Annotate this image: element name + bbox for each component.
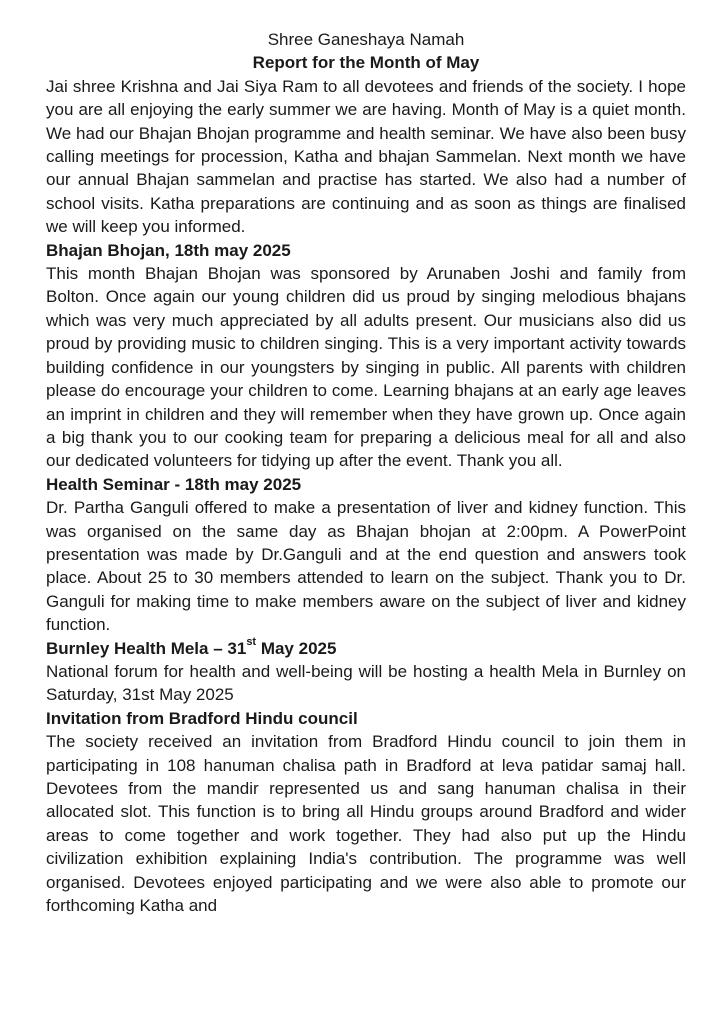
section-heading-bhajan-bhojan: Bhajan Bhojan, 18th may 2025: [46, 240, 291, 260]
section-paragraph-burnley-health-mela: National forum for health and well-being will be hosting a health Mela in Burnley on Saturday, 31st May 2025: [46, 661, 686, 705]
section-heading-bradford-invitation: Invitation from Bradford Hindu council: [46, 708, 358, 728]
report-page: [46, 28, 686, 917]
section-heading-burnley-health-mela: [46, 637, 686, 660]
section-heading-health-seminar: Health Seminar - 18th may 2025: [46, 474, 302, 494]
section-paragraph-bhajan-bhojan: This month Bhajan Bhojan was sponsored by Arunaben Joshi and family from Bolton. Once again our young children did us proud by singing melodious bhajans which was very much appreciated by all adults present. Our musicians also did us proud by providing music to children singing. This is a very important activity towards building confidence in our youngsters by singing in public. All parents with children please do encourage your children to come. Learning bhajans at an early age leaves an imprint in children and they will remember when they have grown up. Once again a big thank you to our cooking team for preparing a delicious meal for all and also our dedicated volunteers for tidying up after the event. Thank you all.: [46, 264, 686, 471]
section-paragraph-bradford-invitation: The society received an invitation from Bradford Hindu council to join them in participating in 108 hanuman chalisa path in Bradford at leva patidar samaj hall. Devotees from the mandir represented us and sang hanuman chalisa in their allocated slot. This function is to bring all Hindu groups around Bradford and wider areas to come together and work together. They had also put up the Hindu civilization exhibition explaining India's contribution. The programme was well organised. Devotees enjoyed participating and we were also able to promote our forthcoming Katha and: [46, 732, 686, 916]
heading-superscript: st: [246, 635, 257, 648]
heading-text-post: May 2025: [256, 638, 337, 658]
heading-text-pre: Burnley Health Mela – 31: [46, 638, 247, 658]
report-title: Report for the Month of May: [252, 53, 480, 73]
section-paragraph-health-seminar: Dr. Partha Ganguli offered to make a presentation of liver and kidney function. This was organised on the same day as Bhajan bhojan at 2:00pm. A PowerPoint presentation was made by Dr.Ganguli and at the end question and answers took place. About 25 to 30 members attended to learn on the subject. Thank you to Dr. Ganguli for making time to make members aware on the subject of liver and kidney function.: [46, 498, 686, 635]
invocation: Shree Ganeshaya Namah: [267, 30, 465, 49]
intro-paragraph: Jai shree Krishna and Jai Siya Ram to all devotees and friends of the society. I hope you are all enjoying the early summer we are having. Month of May is a quiet month. We had our Bhajan Bhojan programme and health seminar. We have also been busy calling meetings for procession, Katha and bhajan Sammelan. Next month we have our annual Bhajan sammelan and practise has started. We also had a number of school visits. Katha preparations are continuing and as soon as things are finalised we will keep you informed.: [46, 76, 686, 237]
